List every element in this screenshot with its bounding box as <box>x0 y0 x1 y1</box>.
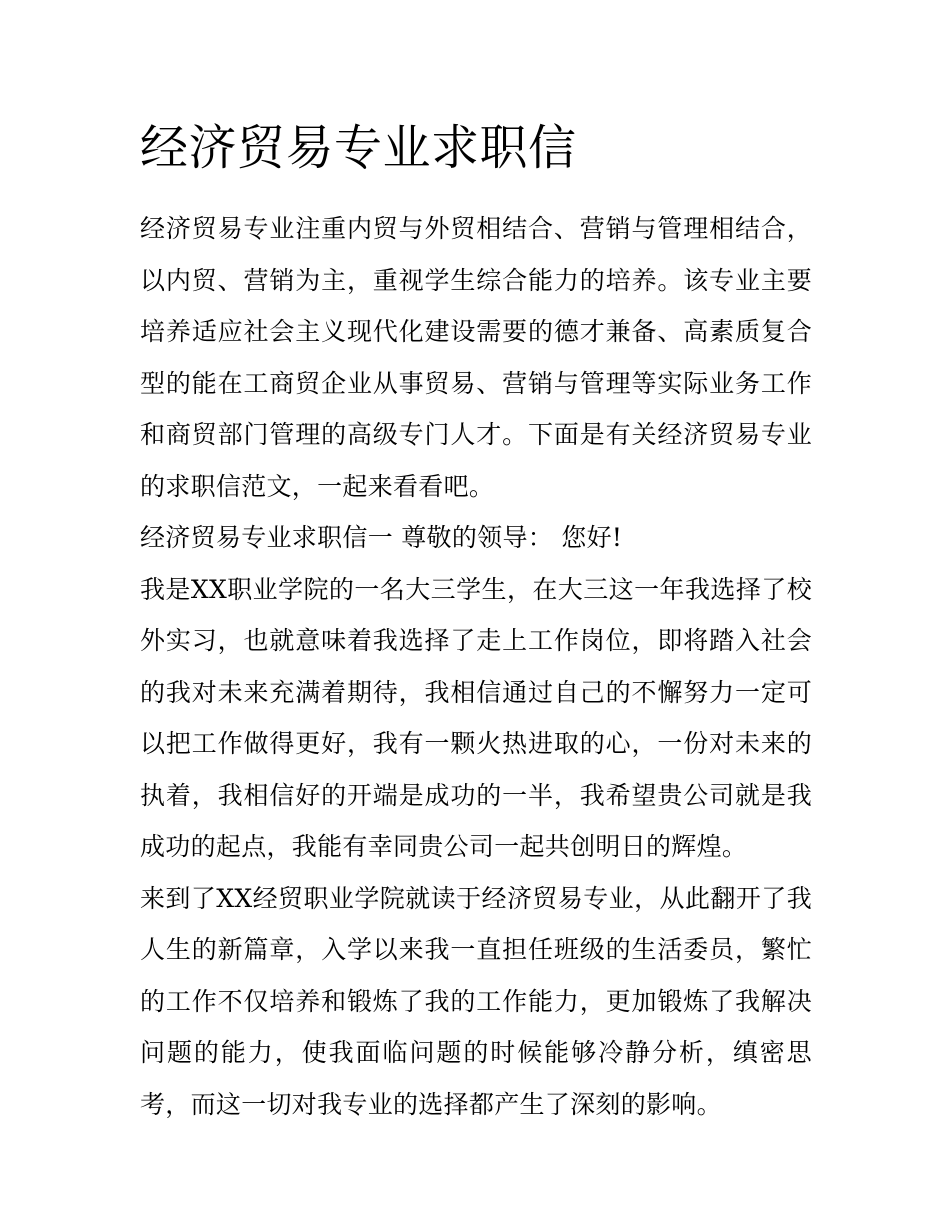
body-paragraph: 来到了XX经贸职业学院就读于经济贸易专业，从此翻开了我人生的新篇章，入学以来我一直担任班级的生活委员，繁忙的工作不仅培养和锻炼了我的工作能力，更加锻炼了我解决问题的能力，使我面临问题的时候能够冷静分析，缜密思考，而这一切对我专业的选择都产生了深刻的影响。 <box>140 883 812 1119</box>
body-paragraph: 我是XX职业学院的一名大三学生，在大三这一年我选择了校外实习，也就意味着我选择了走上工作岗位，即将踏入社会的我对未来充满着期待，我相信通过自己的不懈努力一定可以把工作做得更好，我有一颗火热进取的心，一份对未来的执着，我相信好的开端是成功的一半，我希望贵公司就是我成功的起点，我能有幸同贵公司一起共创明日的辉煌。 <box>140 574 812 861</box>
intro-paragraph: 经济贸易专业注重内贸与外贸相结合、营销与管理相结合，以内贸、营销为主，重视学生综合能力的培养。该专业主要培养适应社会主义现代化建设需要的德才兼备、高素质复合型的能在工商贸企业从事贸易、营销与管理等实际业务工作和商贸部门管理的高级专门人才。下面是有关经济贸易专业的求职信范文，一起来看看吧。 <box>140 214 812 501</box>
document-page <box>140 118 812 1130</box>
document-body <box>140 203 812 1130</box>
document-title: 经济贸易专业求职信 <box>140 120 577 176</box>
salutation-paragraph: 经济贸易专业求职信一 尊敬的领导： 您好! <box>140 523 623 552</box>
